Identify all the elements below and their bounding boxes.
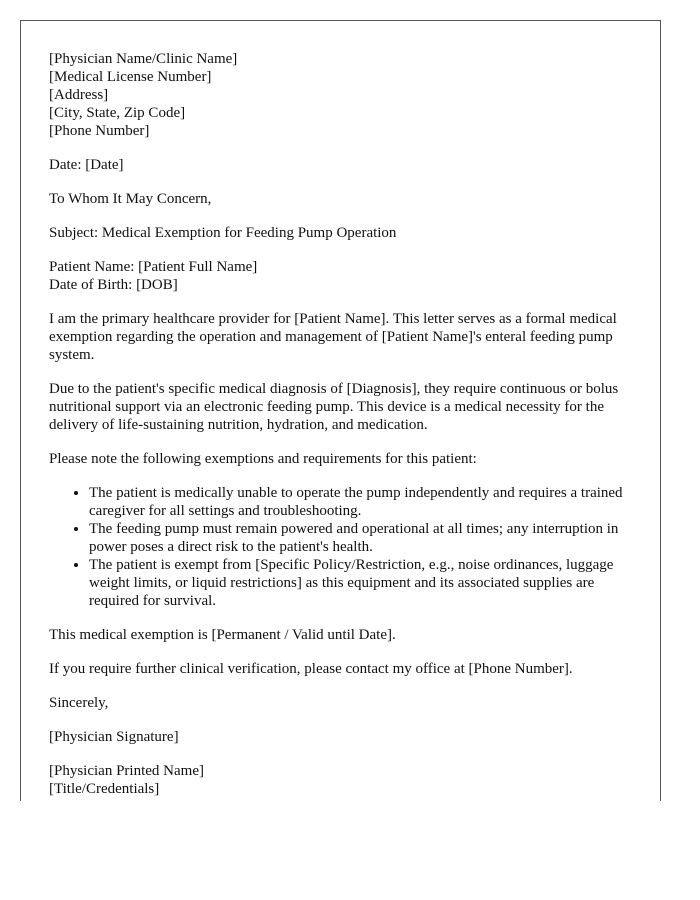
patient-name: Patient Name: [Patient Full Name] <box>49 259 258 275</box>
validity-statement: This medical exemption is [Permanent / Valid until Date]. <box>49 627 396 643</box>
exemption-item: • The feeding pump must remain powered and operational at all times; any interruption in power poses a direct risk to the patient's health. <box>89 520 634 556</box>
exemptions-intro: Please note the following exemptions and requirements for this patient: <box>49 451 477 467</box>
contact-statement: If you require further clinical verification, please contact my office at [Phone Number]. <box>49 661 573 677</box>
exemption-item: • The patient is medically unable to operate the pump independently and requires a trained caregiver for all settings and troubleshooting. <box>89 484 634 520</box>
printed-name: [Physician Printed Name] <box>49 763 204 779</box>
salutation: To Whom It May Concern, <box>49 191 212 207</box>
patient-info <box>49 258 634 294</box>
signature-placeholder: [Physician Signature] <box>49 729 179 745</box>
letterhead-physician-clinic: [Physician Name/Clinic Name] <box>49 51 238 67</box>
signature-block <box>49 762 634 798</box>
date-line: Date: [Date] <box>49 157 124 173</box>
subject-line: Subject: Medical Exemption for Feeding Pump Operation <box>49 225 397 241</box>
title-credentials: [Title/Credentials] <box>49 781 160 797</box>
letterhead-city-state-zip: [City, State, Zip Code] <box>49 105 186 121</box>
diagnosis-paragraph: Due to the patient's specific medical diagnosis of [Diagnosis], they require continuous or bolus nutritional support via an electronic feeding pump. This device is a medical necessity for the delivery of life-sustaining nutrition, hydration, and medication. <box>49 381 619 433</box>
letterhead-license-number: [Medical License Number] <box>49 69 212 85</box>
letterhead <box>49 50 634 140</box>
letter-page <box>20 20 661 801</box>
exemptions-list <box>49 484 634 610</box>
letter-body <box>49 50 634 814</box>
patient-dob: Date of Birth: [DOB] <box>49 277 178 293</box>
letterhead-address: [Address] <box>49 87 109 103</box>
exemption-item: • The patient is exempt from [Specific Policy/Restriction, e.g., noise ordinances, luggage weight limits, or liquid restrictions] as this equipment and its associated supplies are required for survival. <box>89 556 634 610</box>
letterhead-phone: [Phone Number] <box>49 123 150 139</box>
intro-paragraph: I am the primary healthcare provider for [Patient Name]. This letter serves as a formal medical exemption regarding the operation and management of [Patient Name]'s enteral feeding pump system. <box>49 311 617 363</box>
closing: Sincerely, <box>49 695 109 711</box>
